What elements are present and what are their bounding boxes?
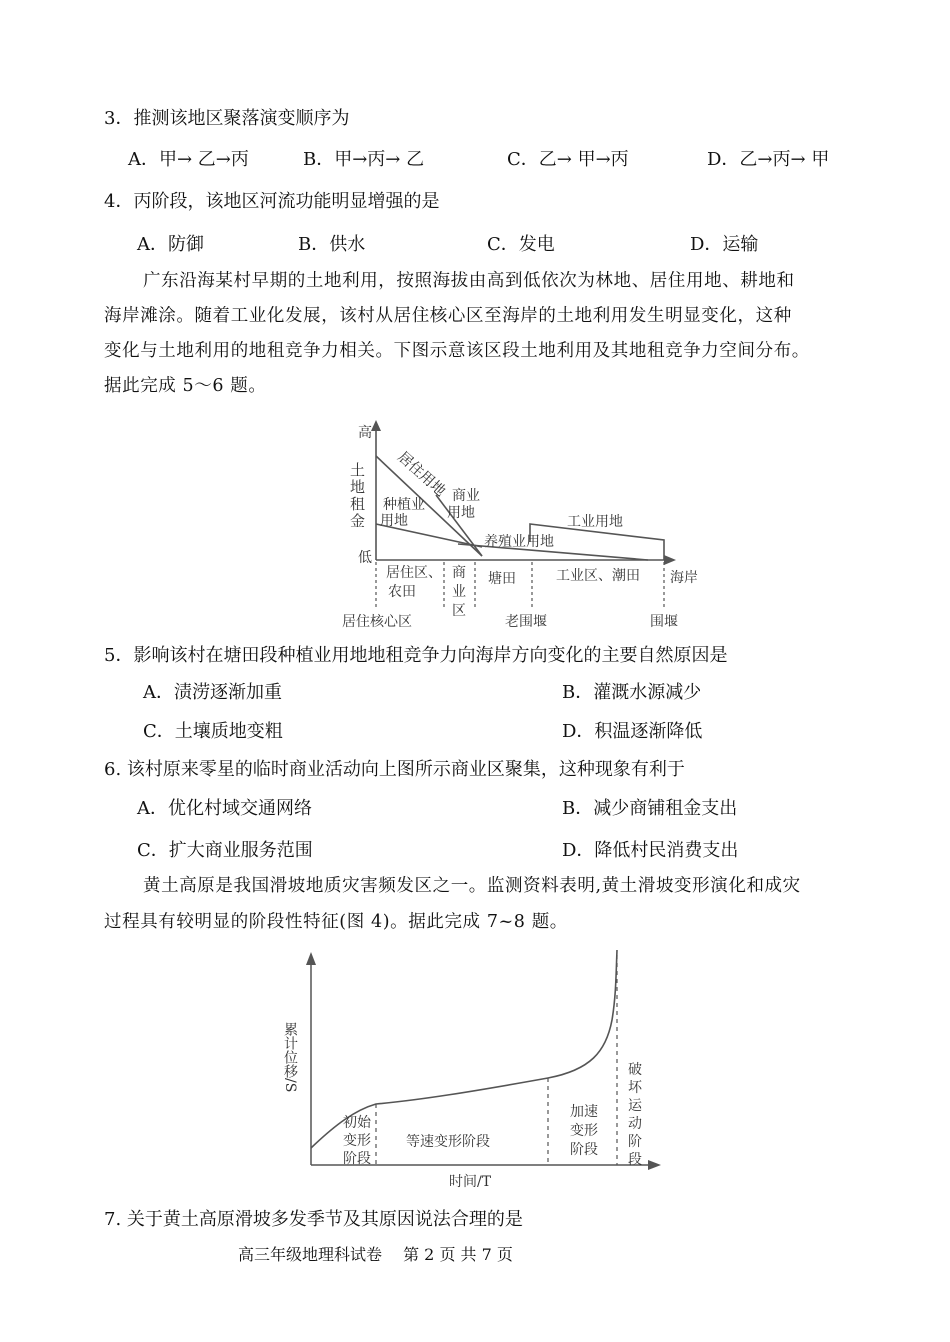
- stage-uniform-label: 等速变形阶段: [406, 1134, 490, 1150]
- q4-option-b: B．供水: [298, 234, 366, 255]
- zone-industrial: 工业区、潮田: [556, 568, 640, 584]
- q3-option-b: B．甲→丙→ 乙: [303, 149, 425, 170]
- zone-pond: 塘田: [488, 571, 516, 587]
- stage-accelerating-label: 变形: [570, 1123, 598, 1139]
- y-axis-label: 土地租金: [348, 462, 366, 530]
- zone-res-farm-a: 居住区、: [386, 565, 442, 581]
- y-axis-arrow: [306, 952, 316, 965]
- passage2-line2: 过程具有较明显的阶段性特征(图 4)。据此完成 7~8 题。: [104, 912, 568, 932]
- bottom-label-old-levee: 老围堰: [505, 614, 547, 630]
- q6-option-a: A．优化村域交通网络: [137, 798, 312, 819]
- planting-label-b: 用地: [380, 513, 408, 529]
- q4-option-d: D．运输: [690, 234, 759, 255]
- passage2-line1: 黄土高原是我国滑坡地质灾害频发区之一。监测资料表明,黄土滑坡变形演化和成灾: [143, 876, 801, 896]
- q7-stem: 7. 关于黄土高原滑坡多发季节及其原因说法合理的是: [104, 1209, 523, 1230]
- q6-stem: 6. 该村原来零星的临时商业活动向上图所示商业区聚集，这种现象有利于: [104, 759, 685, 780]
- q6-option-d: D．降低村民消费支出: [562, 840, 739, 861]
- q5-stem: 5．影响该村在塘田段种植业用地地租竞争力向海岸方向变化的主要自然原因是: [104, 645, 728, 666]
- zone-commercial-char: 商: [452, 565, 466, 581]
- q3-stem: 3．推测该地区聚落演变顺序为: [104, 108, 350, 129]
- q4-option-a: A．防御: [137, 234, 204, 255]
- zone-commercial-char: 业: [452, 584, 466, 600]
- zone-commercial-char: 区: [452, 603, 466, 619]
- bottom-label-levee: 围堰: [650, 614, 678, 630]
- stage-initial-label: 阶段: [343, 1151, 371, 1167]
- passage1-line3: 变化与土地利用的地租竞争力相关。下图示意该区段土地利用及其地租竞争力空间分布。: [104, 341, 810, 361]
- industrial-label: 工业用地: [567, 514, 623, 530]
- x-axis-arrow: [648, 1160, 661, 1170]
- stage-failure-label: 破: [628, 1062, 642, 1078]
- passage1-line4: 据此完成 5～6 题。: [104, 376, 267, 396]
- stage-accelerating-label: 加速: [570, 1104, 598, 1120]
- zone-res-farm-b: 农田: [388, 584, 416, 600]
- q3-option-a: A．甲→ 乙→丙: [128, 149, 249, 170]
- q3-option-c: C．乙→ 甲→丙: [507, 149, 629, 170]
- passage1-line1: 广东沿海某村早期的土地利用，按照海拔由高到低依次为林地、居住用地、耕地和: [143, 271, 795, 291]
- stage-failure-label: 段: [628, 1152, 642, 1168]
- q6-option-b: B．减少商铺租金支出: [562, 798, 738, 819]
- page-footer: 高三年级地理科试卷 第 2 页 共 7 页: [238, 1245, 513, 1264]
- q5-option-c: C．土壤质地变粗: [143, 721, 283, 742]
- bottom-label-core: 居住核心区: [342, 614, 412, 630]
- q4-option-c: C．发电: [487, 234, 555, 255]
- residential-label: 居住用地: [394, 449, 449, 500]
- stage-initial-label: 初始: [343, 1115, 371, 1131]
- stage-failure-label: 运: [628, 1098, 642, 1114]
- q5-option-a: A．渍涝逐渐加重: [143, 682, 282, 703]
- q5-option-d: D．积温逐渐降低: [562, 721, 703, 742]
- y-axis-label: 累计位移/S: [282, 1022, 298, 1093]
- stage-initial-label: 变形: [343, 1133, 371, 1149]
- q5-option-b: B．灌溉水源减少: [562, 682, 702, 703]
- commercial-label-b: 用地: [447, 505, 475, 521]
- x-end-label: 海岸: [670, 570, 698, 586]
- planting-label-a: 种植业: [383, 497, 425, 513]
- stage-failure-label: 坏: [628, 1080, 642, 1096]
- q6-option-c: C．扩大商业服务范围: [137, 840, 313, 861]
- x-axis-label: 时间/T: [449, 1174, 492, 1190]
- stage-accelerating-label: 阶段: [570, 1142, 598, 1158]
- passage1-line2: 海岸滩涂。随着工业化发展，该村从居住核心区至海岸的土地利用发生明显变化，这种: [104, 306, 792, 326]
- aquaculture-label: 养殖业用地: [484, 534, 554, 550]
- commercial-label-a: 商业: [452, 488, 480, 504]
- q4-stem: 4．丙阶段，该地区河流功能明显增强的是: [104, 191, 440, 212]
- stage-failure-label: 动: [628, 1116, 642, 1132]
- y-high-label: 高: [358, 425, 372, 441]
- q3-option-d: D．乙→丙→ 甲: [707, 149, 830, 170]
- stage-failure-label: 阶: [628, 1134, 642, 1150]
- y-low-label: 低: [358, 550, 372, 566]
